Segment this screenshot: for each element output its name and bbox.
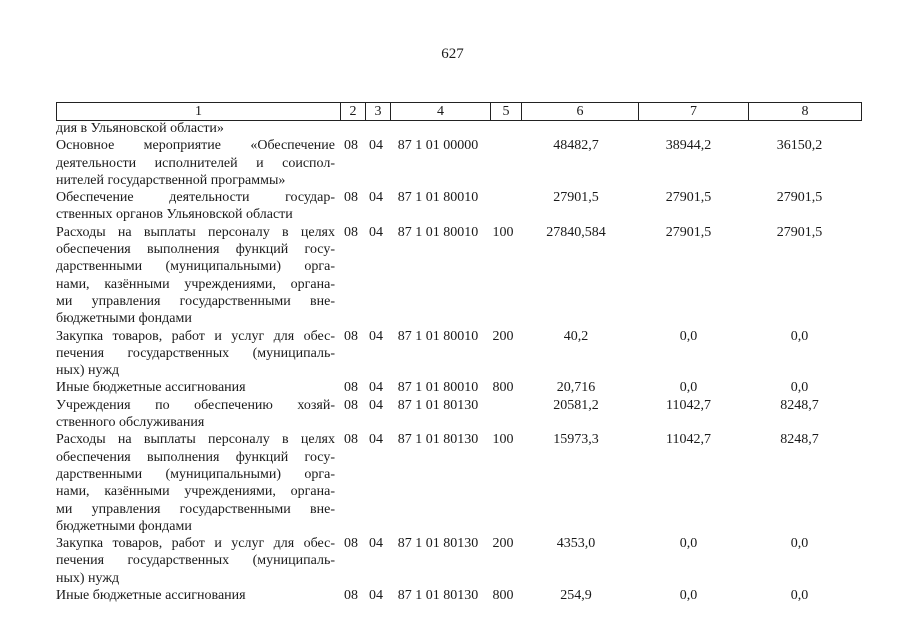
row-description <box>56 379 335 396</box>
amount-col-7: 38944,2 <box>665 138 712 154</box>
row-description <box>56 431 335 535</box>
page-number: 627 <box>441 46 464 62</box>
column-header-2: 2 <box>341 103 366 121</box>
target-article-code: 87 1 01 80130 <box>397 536 479 552</box>
column-header-row <box>57 103 862 121</box>
section-code: 08 <box>344 432 358 448</box>
description-line: нителей государственной программы» <box>56 172 286 188</box>
subsection-code: 04 <box>369 138 383 154</box>
description-line: обеспечения выполнения функций госу- <box>56 242 335 258</box>
amount-col-8: 27901,5 <box>776 190 823 206</box>
expense-type-code: 100 <box>492 432 514 448</box>
column-header-3: 3 <box>366 103 391 121</box>
table-row <box>56 431 856 535</box>
amount-col-6: 20581,2 <box>553 397 599 413</box>
section-code: 08 <box>344 380 358 396</box>
section-code: 08 <box>344 190 358 206</box>
section-code: 08 <box>344 138 358 154</box>
description-line: Учреждения по обеспечению хозяй- <box>56 397 335 413</box>
description-line: дия в Ульяновской области» <box>56 121 224 136</box>
description-line: ных) нужд <box>56 363 120 379</box>
row-description <box>56 328 335 380</box>
description-line: Закупка товаров, работ и услуг для обес- <box>56 536 335 552</box>
amount-col-8: 8248,7 <box>780 397 819 413</box>
row-description <box>56 189 335 224</box>
amount-col-8: 8248,7 <box>780 432 819 448</box>
amount-col-6: 4353,0 <box>556 536 596 552</box>
expense-type-code: 100 <box>492 224 514 240</box>
budget-table-body <box>56 120 856 604</box>
amount-col-7: 0,0 <box>679 380 698 396</box>
row-description <box>56 137 335 189</box>
description-line: дарственными (муниципальными) орга- <box>56 466 335 482</box>
section-code: 08 <box>344 536 358 552</box>
target-article-code: 87 1 01 80130 <box>397 397 479 413</box>
amount-col-8: 36150,2 <box>776 138 823 154</box>
amount-col-8: 0,0 <box>790 588 809 604</box>
description-line: ственного обслуживания <box>56 415 205 431</box>
table-row <box>56 535 856 587</box>
target-article-code: 87 1 01 80010 <box>397 328 479 344</box>
table-row <box>56 328 856 380</box>
target-article-code: 87 1 01 80010 <box>397 380 479 396</box>
amount-col-8: 0,0 <box>790 380 809 396</box>
column-header-5: 5 <box>491 103 522 121</box>
description-line: печения государственных (муниципаль- <box>56 345 335 361</box>
amount-col-7: 11042,7 <box>666 432 711 448</box>
subsection-code: 04 <box>369 536 383 552</box>
column-header-4: 4 <box>391 103 491 121</box>
subsection-code: 04 <box>369 328 383 344</box>
subsection-code: 04 <box>369 224 383 240</box>
column-header-7: 7 <box>639 103 749 121</box>
description-line: обеспечения выполнения функций госу- <box>56 449 335 465</box>
amount-col-7: 27901,5 <box>665 224 712 240</box>
description-line: Закупка товаров, работ и услуг для обес- <box>56 328 335 344</box>
expense-type-code: 200 <box>492 328 514 344</box>
amount-col-6: 254,9 <box>560 588 592 604</box>
subsection-code: 04 <box>369 190 383 206</box>
row-description <box>56 224 335 328</box>
row-description <box>56 587 335 604</box>
target-article-code: 87 1 01 80010 <box>397 190 479 206</box>
row-description <box>56 535 335 587</box>
description-line: Иные бюджетные ассигнования <box>56 588 246 604</box>
column-header-6: 6 <box>522 103 639 121</box>
expense-type-code: 200 <box>492 536 514 552</box>
target-article-code: 87 1 01 80010 <box>397 224 479 240</box>
description-line: ми управления государственными вне- <box>56 293 335 309</box>
subsection-code: 04 <box>369 432 383 448</box>
subsection-code: 04 <box>369 397 383 413</box>
description-line: Расходы на выплаты персоналу в целях <box>56 224 335 240</box>
description-line: печения государственных (муниципаль- <box>56 553 335 569</box>
column-header-1: 1 <box>57 103 341 121</box>
amount-col-7: 0,0 <box>679 536 698 552</box>
description-line: дарственными (муниципальными) орга- <box>56 259 335 275</box>
amount-col-7: 0,0 <box>679 328 698 344</box>
expense-type-code: 800 <box>492 588 514 604</box>
description-line: ственных органов Ульяновской области <box>56 207 293 223</box>
amount-col-7: 0,0 <box>679 588 698 604</box>
amount-col-8: 0,0 <box>790 536 809 552</box>
description-line: деятельности исполнителей и соиспол- <box>56 155 335 171</box>
amount-col-6: 15973,3 <box>553 432 599 448</box>
description-line: бюджетными фондами <box>56 518 192 534</box>
target-article-code: 87 1 01 00000 <box>397 138 479 154</box>
table-row <box>56 379 856 396</box>
column-header-table <box>56 102 862 121</box>
description-line: нами, казёнными учреждениями, органа- <box>56 484 335 500</box>
expense-type-code: 800 <box>492 380 514 396</box>
section-code: 08 <box>344 224 358 240</box>
description-line: Обеспечение деятельности государ- <box>56 190 335 206</box>
description-line: Основное мероприятие «Обеспечение <box>56 138 335 154</box>
amount-col-8: 0,0 <box>790 328 809 344</box>
table-row <box>56 397 856 432</box>
amount-col-6: 27901,5 <box>553 190 599 206</box>
subsection-code: 04 <box>369 588 383 604</box>
column-header-8: 8 <box>749 103 862 121</box>
description-line: нами, казёнными учреждениями, органа- <box>56 276 335 292</box>
description-line: Иные бюджетные ассигнования <box>56 380 246 396</box>
section-code: 08 <box>344 588 358 604</box>
amount-col-8: 27901,5 <box>776 224 823 240</box>
row-description <box>56 120 335 137</box>
description-line: ных) нужд <box>56 570 120 586</box>
table-row <box>56 224 856 328</box>
subsection-code: 04 <box>369 380 383 396</box>
section-code: 08 <box>344 397 358 413</box>
target-article-code: 87 1 01 80130 <box>397 588 479 604</box>
amount-col-6: 48482,7 <box>553 138 599 154</box>
table-row <box>56 137 856 189</box>
amount-col-6: 20,716 <box>556 380 596 396</box>
amount-col-7: 11042,7 <box>666 397 711 413</box>
description-line: ми управления государственными вне- <box>56 501 335 517</box>
table-row <box>56 587 856 604</box>
description-line: бюджетными фондами <box>56 311 192 327</box>
amount-col-6: 27840,584 <box>546 224 606 240</box>
row-description <box>56 397 335 432</box>
section-code: 08 <box>344 328 358 344</box>
table-row <box>56 120 856 137</box>
table-row <box>56 189 856 224</box>
target-article-code: 87 1 01 80130 <box>397 432 479 448</box>
description-line: Расходы на выплаты персоналу в целях <box>56 432 335 448</box>
amount-col-7: 27901,5 <box>665 190 712 206</box>
amount-col-6: 40,2 <box>563 328 589 344</box>
